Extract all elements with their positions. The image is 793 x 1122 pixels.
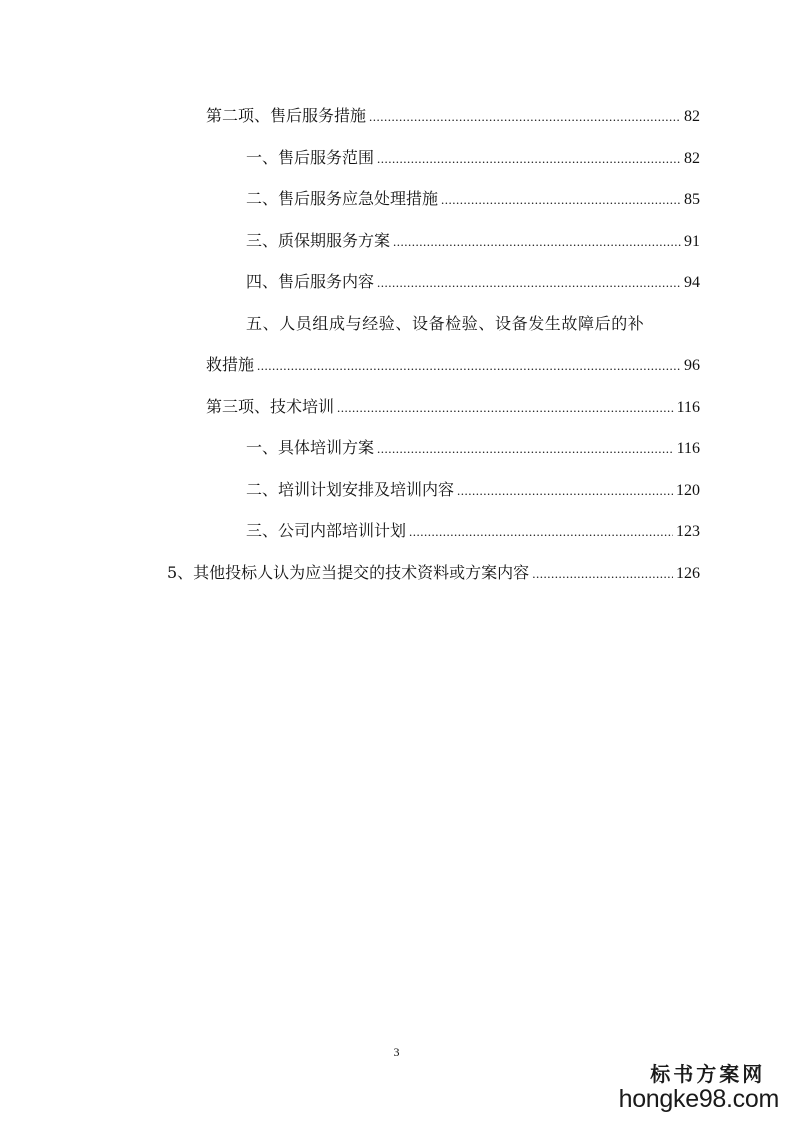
- toc-leader-dots: [409, 521, 673, 543]
- toc-entry-page: 120: [676, 482, 700, 499]
- toc-leader-dots: [377, 148, 681, 170]
- toc-entry-title-continuation: 救措施: [206, 355, 255, 374]
- watermark-url: hongke98.com: [618, 1085, 779, 1113]
- toc-entry-title: 三、公司内部培训计划: [246, 521, 407, 540]
- toc-entry: [0, 562, 700, 584]
- toc-entry-page: 116: [676, 440, 700, 457]
- toc-entry: [0, 188, 700, 210]
- toc-entry-page: 96: [684, 357, 700, 374]
- toc-entry: [0, 271, 700, 293]
- toc-leader-dots: [532, 563, 673, 585]
- toc-entry: [0, 437, 700, 459]
- toc-leader-dots: [377, 438, 674, 460]
- toc-leader-dots: [377, 272, 681, 294]
- toc-entry-title: 一、售后服务范围: [246, 148, 375, 167]
- toc-entry: [0, 147, 700, 169]
- watermark-name: 标书方案网: [650, 1062, 766, 1086]
- toc-entry-page: 85: [684, 191, 700, 208]
- toc-entry-page: 116: [676, 399, 700, 416]
- toc-entry-title: 一、具体培训方案: [246, 438, 375, 457]
- toc-entry-title: 五、人员组成与经验、设备检验、设备发生故障后的补: [246, 314, 645, 333]
- toc-entry-title: 5、其他投标人认为应当提交的技术资料或方案内容: [167, 563, 530, 582]
- toc-entry: [0, 354, 700, 376]
- toc-entry-title: 第二项、售后服务措施: [206, 106, 367, 125]
- toc-entry-title: 二、培训计划安排及培训内容: [246, 480, 455, 499]
- toc-entry-page: 91: [684, 233, 700, 250]
- toc-entry-page: 82: [684, 108, 700, 125]
- watermark: [619, 1062, 779, 1112]
- toc-entry-page: 126: [676, 565, 700, 582]
- toc-entry: [0, 479, 700, 501]
- toc-entry-page: 82: [684, 150, 700, 167]
- toc-leader-dots: [441, 189, 681, 211]
- toc-leader-dots: [393, 231, 681, 253]
- toc-entry-title: 三、质保期服务方案: [246, 231, 391, 250]
- toc-leader-dots: [257, 355, 681, 377]
- toc-entry-title: 二、售后服务应急处理措施: [246, 189, 439, 208]
- toc-leader-dots: [457, 480, 673, 502]
- toc-entry-title: 第三项、技术培训: [206, 397, 335, 416]
- toc-entry: [0, 230, 700, 252]
- toc-entry: [0, 520, 700, 542]
- toc-entry-page: 94: [684, 274, 700, 291]
- toc-entry: [0, 105, 700, 127]
- toc-entry-page: 123: [676, 523, 700, 540]
- toc-leader-dots: [369, 106, 681, 128]
- toc-entry: [0, 396, 700, 418]
- toc-entry-title: 四、售后服务内容: [246, 272, 375, 291]
- toc-leader-dots: [337, 397, 674, 419]
- page-number: 3: [393, 1045, 400, 1059]
